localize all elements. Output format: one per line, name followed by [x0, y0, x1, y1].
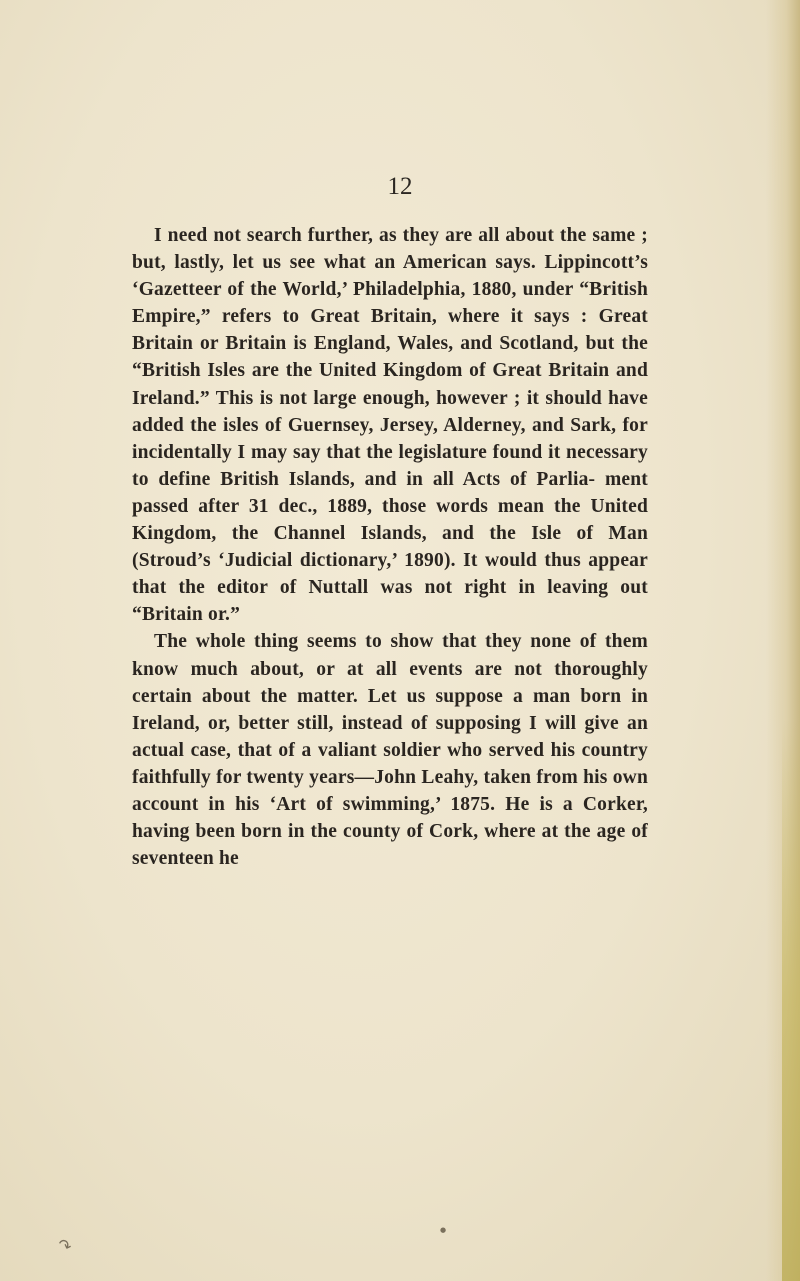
paragraph-1: I need not search further, as they are all about the same ; but, lastly, let us see what an American says. Lippincott’s ‘Gazetteer of the World,’ Philadelphia, 1880, under “British Empire,” refers to Great Britain, where it says : Great Britain or Britain is England, Wales, and Scotland, but the “British Isles are the United Kingdom of Great Britain and Ireland.” This is not large enough, however ; it should have added the isles of Guernsey, Jersey, Alderney, and Sark, for incidentally I may say that the legislature found it necessary to define British Islands, and in all Acts of Parlia- ment passed after 31 dec., 1889, those words mean the United Kingdom, the Channel Islands, and the Isle of Man (Stroud’s ‘Judicial dictionary,’ 1890). It would thus appear that the editor of Nuttall was not right in leaving out “Britain or.”	[132, 225, 648, 626]
page-edge-stain	[782, 720, 800, 1281]
paper-speck: ↷	[55, 1234, 75, 1257]
paragraph-2: The whole thing seems to show that they none of them know much about, or at all events are not thoroughly certain about the matter. Let us suppose a man born in Ireland, or, better still, instead of supposing I will give an actual case, that of a valiant soldier who served his country faithfully for twenty years—John Leahy, taken from his own account in his ‘Art of swimming,’ 1875. He is a Corker, having been born in the county of Cork, where at the age of seventeen he	[132, 631, 648, 870]
body-text	[132, 222, 648, 872]
page-number: 12	[387, 173, 413, 200]
paper-dot: ●	[440, 1226, 447, 1234]
